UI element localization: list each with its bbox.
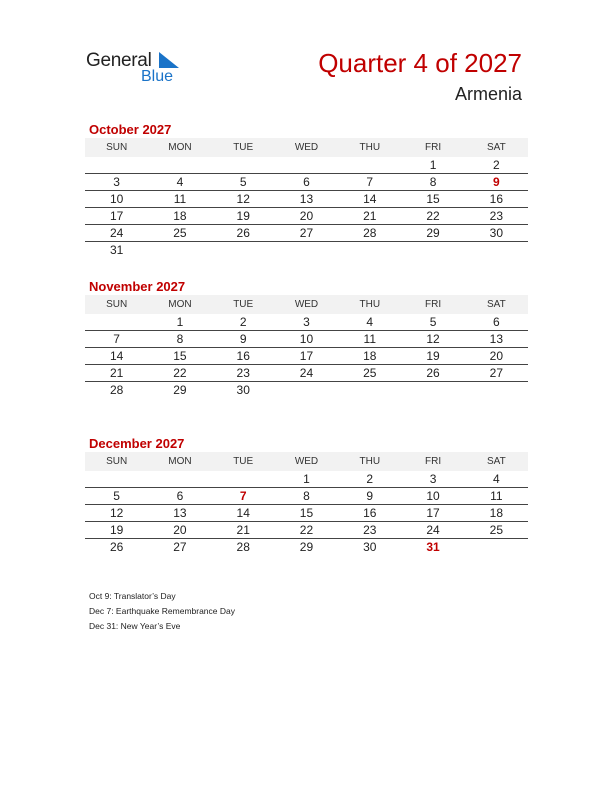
- month-grid: [85, 452, 528, 555]
- day-cell: 8: [401, 174, 464, 191]
- day-cell: 8: [148, 331, 211, 348]
- day-cell: 25: [148, 225, 211, 242]
- weekday-label: TUE: [212, 452, 275, 471]
- week-row: [85, 471, 528, 488]
- day-cell: 7: [85, 331, 148, 348]
- week-row: [85, 348, 528, 365]
- weekday-label: SAT: [465, 295, 528, 314]
- logo-general-text: General: [86, 50, 152, 71]
- day-cell: 7: [212, 488, 275, 505]
- day-cell: 9: [212, 331, 275, 348]
- weekday-label: WED: [275, 138, 338, 157]
- month-title: December 2027: [89, 436, 185, 451]
- day-cell: 29: [275, 539, 338, 556]
- empty-day-cell: [465, 242, 528, 259]
- day-cell: 18: [148, 208, 211, 225]
- day-cell: 23: [338, 522, 401, 539]
- day-cell: 28: [338, 225, 401, 242]
- empty-day-cell: [148, 242, 211, 259]
- week-row: [85, 208, 528, 225]
- day-cell: 2: [239, 315, 247, 329]
- empty-day-cell: [212, 471, 275, 488]
- day-cell: 29: [401, 225, 464, 242]
- brand-logo: [86, 50, 186, 90]
- day-cell: 30: [338, 539, 401, 556]
- day-cell: 11: [338, 331, 401, 348]
- week-row: [85, 242, 528, 259]
- day-cell: 12: [85, 505, 148, 522]
- empty-day-cell: [148, 471, 211, 488]
- day-cell: 24: [275, 365, 338, 382]
- weekday-label: MON: [148, 295, 211, 314]
- day-cell: 16: [212, 348, 275, 365]
- weekday-label: TUE: [212, 138, 275, 157]
- day-cell: 18: [465, 505, 528, 522]
- empty-day-cell: [212, 242, 275, 259]
- day-cell: 8: [275, 488, 338, 505]
- day-cell: 9: [465, 174, 528, 191]
- day-cell: 2: [493, 158, 500, 172]
- day-cell: 16: [338, 505, 401, 522]
- week-row: [85, 382, 528, 399]
- logo-triangle-icon: [159, 52, 179, 68]
- day-cell: 20: [148, 522, 211, 539]
- day-cell: 1: [429, 158, 437, 172]
- empty-day-cell: [85, 314, 148, 331]
- day-cell: 19: [85, 522, 148, 539]
- day-cell: 26: [85, 539, 148, 556]
- day-cell: 4: [148, 174, 211, 191]
- day-cell: 11: [148, 191, 211, 208]
- empty-day-cell: [338, 157, 401, 174]
- page-title: Quarter 4 of 2027: [318, 48, 522, 78]
- day-cell: 3: [303, 315, 310, 329]
- month-title: October 2027: [89, 122, 172, 137]
- week-row: [85, 331, 528, 348]
- day-cell: 4: [493, 472, 500, 486]
- weekday-header-row: [85, 138, 528, 157]
- day-cell: 25: [338, 365, 401, 382]
- day-cell: 9: [338, 488, 401, 505]
- day-cell: 13: [275, 191, 338, 208]
- day-cell: 10: [85, 191, 148, 208]
- day-cell: 14: [338, 191, 401, 208]
- day-cell: 20: [465, 348, 528, 365]
- empty-day-cell: [212, 157, 275, 174]
- empty-day-cell: [401, 382, 464, 399]
- weekday-label: FRI: [401, 452, 464, 471]
- weekday-header-row: [85, 295, 528, 314]
- day-cell: 3: [85, 174, 148, 191]
- holiday-note: Oct 9: Translator’s Day: [89, 591, 176, 601]
- empty-day-cell: [401, 242, 464, 259]
- month-grid: [85, 295, 528, 398]
- day-cell: 22: [401, 208, 464, 225]
- day-cell: 13: [148, 505, 211, 522]
- day-cell: 14: [85, 348, 148, 365]
- weekday-label: SUN: [85, 295, 148, 314]
- day-cell: 15: [148, 348, 211, 365]
- empty-day-cell: [338, 382, 401, 399]
- weekday-label: SUN: [85, 452, 148, 471]
- day-cell: 13: [465, 331, 528, 348]
- week-row: [85, 505, 528, 522]
- day-cell: 22: [275, 522, 338, 539]
- day-cell: 12: [212, 191, 275, 208]
- day-cell: 6: [148, 488, 211, 505]
- day-cell: 11: [465, 488, 528, 505]
- day-cell: 2: [366, 472, 374, 486]
- empty-day-cell: [338, 242, 401, 259]
- week-row: [85, 365, 528, 382]
- day-cell: 21: [338, 208, 401, 225]
- month-title: November 2027: [89, 279, 186, 294]
- logo-blue-text: Blue: [141, 68, 174, 85]
- weekday-label: THU: [338, 295, 401, 314]
- day-cell: 15: [275, 505, 338, 522]
- day-cell: 4: [366, 315, 374, 329]
- holiday-note: Dec 7: Earthquake Remembrance Day: [89, 606, 235, 616]
- week-row: [85, 225, 528, 242]
- month-october: [85, 121, 528, 258]
- day-cell: 1: [176, 315, 184, 329]
- weekday-label: MON: [148, 138, 211, 157]
- empty-day-cell: [148, 157, 211, 174]
- day-cell: 5: [429, 315, 437, 329]
- day-cell: 21: [212, 522, 275, 539]
- empty-day-cell: [465, 539, 528, 556]
- day-cell: 1: [303, 472, 310, 486]
- weekday-label: THU: [338, 138, 401, 157]
- weekday-label: FRI: [401, 295, 464, 314]
- day-cell: 30: [465, 225, 528, 242]
- day-cell: 17: [401, 505, 464, 522]
- day-cell: 16: [465, 191, 528, 208]
- week-row: [85, 191, 528, 208]
- day-cell: 19: [212, 208, 275, 225]
- day-cell: 23: [465, 208, 528, 225]
- day-cell: 23: [212, 365, 275, 382]
- day-cell: 31: [401, 539, 464, 556]
- day-cell: 15: [401, 191, 464, 208]
- day-cell: 22: [148, 365, 211, 382]
- week-row: [85, 488, 528, 505]
- weekday-label: FRI: [401, 138, 464, 157]
- day-cell: 6: [493, 315, 500, 329]
- empty-day-cell: [275, 157, 338, 174]
- day-cell: 21: [85, 365, 148, 382]
- day-cell: 24: [401, 522, 464, 539]
- day-cell: 20: [275, 208, 338, 225]
- day-cell: 26: [401, 365, 464, 382]
- day-cell: 30: [212, 382, 275, 399]
- month-grid: [85, 138, 528, 258]
- week-row: [85, 157, 528, 174]
- empty-day-cell: [275, 242, 338, 259]
- day-cell: 10: [275, 331, 338, 348]
- day-cell: 17: [275, 348, 338, 365]
- day-cell: 29: [148, 382, 211, 399]
- week-row: [85, 174, 528, 191]
- day-cell: 24: [85, 225, 148, 242]
- weekday-label: SAT: [465, 452, 528, 471]
- empty-day-cell: [85, 471, 148, 488]
- day-cell: 31: [85, 242, 148, 259]
- empty-day-cell: [85, 157, 148, 174]
- country-name: Armenia: [454, 84, 522, 104]
- day-cell: 28: [85, 382, 148, 399]
- day-cell: 3: [429, 472, 437, 486]
- day-cell: 5: [85, 488, 148, 505]
- day-cell: 19: [401, 348, 464, 365]
- week-row: [85, 522, 528, 539]
- weekday-label: TUE: [212, 295, 275, 314]
- month-december: [85, 435, 528, 555]
- week-row: [85, 314, 528, 331]
- day-cell: 14: [212, 505, 275, 522]
- day-cell: 27: [465, 365, 528, 382]
- holiday-notes: [89, 589, 235, 634]
- day-cell: 18: [338, 348, 401, 365]
- day-cell: 7: [338, 174, 401, 191]
- day-cell: 27: [275, 225, 338, 242]
- empty-day-cell: [275, 382, 338, 399]
- day-cell: 6: [275, 174, 338, 191]
- weekday-label: SAT: [465, 138, 528, 157]
- month-november: [85, 278, 528, 398]
- weekday-label: SUN: [85, 138, 148, 157]
- day-cell: 12: [401, 331, 464, 348]
- day-cell: 28: [212, 539, 275, 556]
- weekday-label: MON: [148, 452, 211, 471]
- holiday-note: Dec 31: New Year’s Eve: [89, 621, 181, 631]
- day-cell: 10: [401, 488, 464, 505]
- weekday-label: WED: [275, 452, 338, 471]
- weekday-header-row: [85, 452, 528, 471]
- day-cell: 17: [85, 208, 148, 225]
- day-cell: 27: [148, 539, 211, 556]
- weekday-label: THU: [338, 452, 401, 471]
- weekday-label: WED: [275, 295, 338, 314]
- week-row: [85, 539, 528, 556]
- day-cell: 5: [212, 174, 275, 191]
- empty-day-cell: [465, 382, 528, 399]
- day-cell: 26: [212, 225, 275, 242]
- day-cell: 25: [465, 522, 528, 539]
